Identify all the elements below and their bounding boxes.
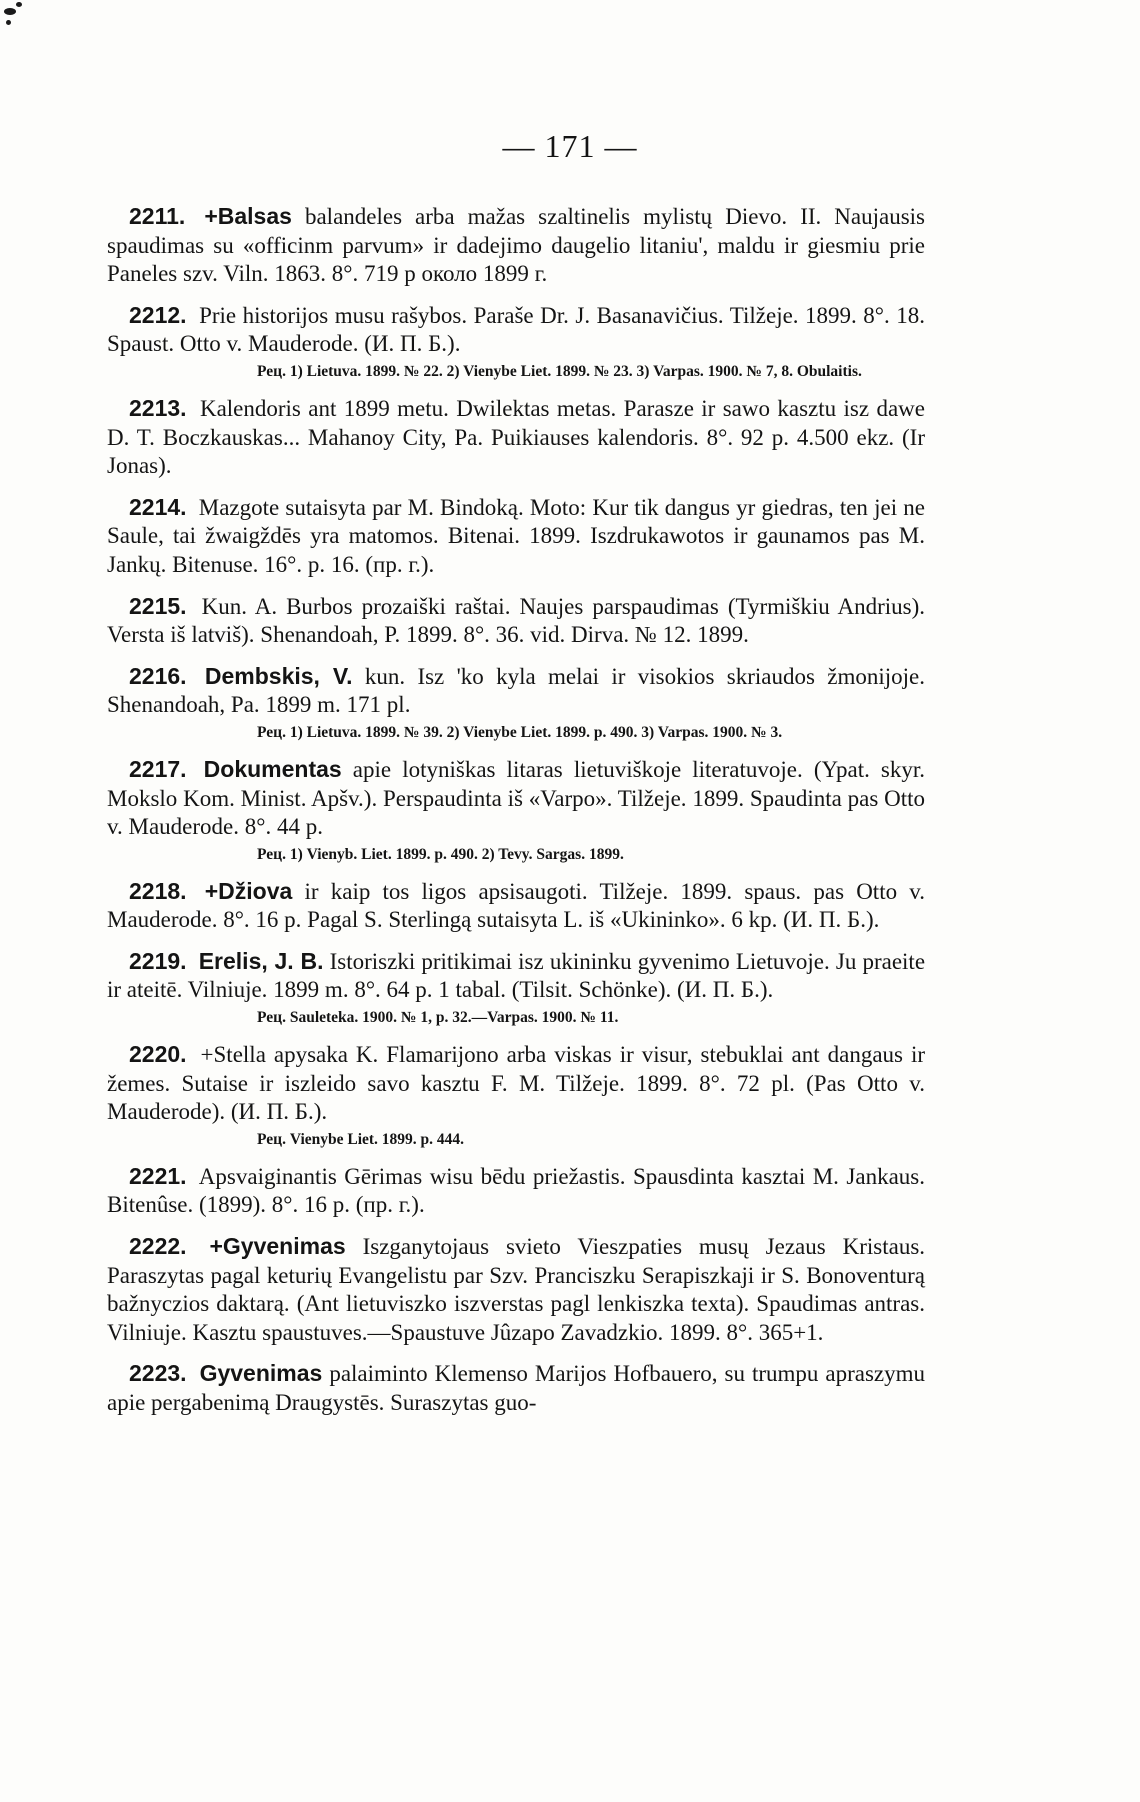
bibliography-entry [107,877,925,935]
entry-number: 2212. [129,301,187,328]
entry-text: Prie historijos musu rašybos. Paraše Dr. J. Basanavičius. Tilžeje. 1899. 8°. 18. Spaust. Otto v. Mauderode. (И. П. Б.). [107,302,925,357]
entry-lead: Dokumentas [203,755,342,782]
entry-number: 2211. [129,203,186,229]
entry-number: 2215. [129,592,187,619]
entry-lead: +Balsas [204,203,292,229]
bibliography-entry [107,202,925,289]
entry-text: ir kaip tos ligos apsisaugoti. Tilžeje. 1899. spaus. pas Otto v. Mauderode. 8°. 16 p. Pagal S. Sterlingą sutaisyta L. iš «Ukininko». 6 kp. (И. П. Б.). [107,878,926,933]
entry-text: Mazgote sutaisyta par M. Bindoką. Moto: Kur tik dangus yr giedras, ten jei ne Saule, tai žwaigždēs yra matomos. Bitenai. 1899. Iszdrukawotos ir gaunamos pas M. Jankų. Bitenuse. 16°. p. 16. (пр. г.). [107,494,926,577]
entry-lead: Dembskis, V. [204,662,353,689]
bibliography-entry [107,1232,925,1347]
bibliography-entry [107,394,925,481]
entry-number: 2218. [129,877,187,904]
entry-number: 2223. [129,1360,187,1387]
review-note: Рец. 1) Lietuva. 1899. № 22. 2) Vienybe Liet. 1899. № 23. 3) Varpas. 1900. № 7, 8. Obulaitis. [257,362,862,380]
print-speck [6,20,11,25]
entry-text: Apsvaiginantis Gērimas wisu bēdu priežastis. Spausdinta kasztai M. Jankaus. Bitenûse. (1899). 8°. 16 p. (пр. г.). [107,1163,925,1218]
entry-lead: +Gyvenimas [209,1233,346,1260]
entry-number: 2221. [129,1162,187,1189]
entry-text: kun. Isz 'ko kyla melai ir visokios skriaudos žmonijoje. Shenandoah, Pa. 1899 m. 171 pl. [107,663,925,718]
bibliography-entry [107,1040,925,1150]
print-speck [16,2,22,7]
bibliography-entry [107,493,925,580]
entry-text: Iszganytojaus svieto Vieszpaties musų Jezaus Kristaus. Paraszytas pagal keturių Evangelistu par Szv. Pranciszku Serapiszkaji ir S. Bonoventurą bažnyczios daktarą. (Ant lietuviszko iszverstas pagl lenkiszka texta). Spaudimas antras. Vilniuje. Kasztu spaustuves.—Spaustuve Jûzapo Zavadzkio. 1899. 8°. 365+1. [107,1234,926,1345]
entry-text: balandeles arba mažas szaltinelis mylistų Dievo. II. Naujausis spaudimas su «officinm parvum» ir dadejimo daugelio litaniu', maldu ir giesmiu prie Paneles szv. Viln. 1863. 8°. 719 p около 1899 г. [107,204,925,287]
entry-number: 2217. [129,755,187,782]
bibliography-entry [107,301,925,382]
entry-lead: Erelis, J. B. [198,947,324,974]
bibliography-entry [107,755,925,865]
page-number: — 171 — [502,128,638,164]
entry-number: 2220. [129,1041,187,1068]
entry-number: 2214. [129,493,187,520]
entry-number: 2213. [129,394,187,421]
entry-number: 2216. [129,662,187,689]
bibliography-entry [107,1359,925,1417]
review-note: Рец. 1) Lietuva. 1899. № 39. 2) Vienybe Liet. 1899. p. 490. 3) Varpas. 1900. № 3. [257,723,783,741]
review-note: Рец. 1) Vienyb. Liet. 1899. p. 490. 2) Tevy. Sargas. 1899. [257,845,624,863]
bibliography-list [107,202,925,1430]
entry-text: Kalendoris ant 1899 metu. Dwilektas metas. Parasze ir sawo kasztu isz dawe D. T. Boczkauskas... Mahanoy City, Pa. Puikiauses kalendoris. 8°. 92 p. 4.500 ekz. (Ir Jonas). [107,395,925,479]
bibliography-entry [107,662,925,743]
entry-text: apie lotyniškas litaras lietuviškoje literatuvoje. (Ypat. skyr. Mokslo Kom. Minist. Apšv.). Perspaudinta iš «Varpo». Tilžeje. 1899. Spaudinta pas Otto v. Mauderode. 8°. 44 p. [107,756,926,840]
bibliography-entry [107,1162,925,1220]
entry-text: +Stella apysaka K. Flamarijono arba viskas ir visur, stebuklai ant dangaus ir žemes. Sutaise ir iszleido savo kasztu F. M. Tilžeje. 1899. 8°. 72 pl. (Pas Otto v. Mauderode). (И. П. Б.). [107,1042,925,1125]
entry-lead: Gyvenimas [199,1360,323,1387]
entry-number: 2219. [129,947,187,974]
entry-lead: +Džiova [204,877,293,904]
entry-text: palaiminto Klemenso Marijos Hofbauero, su trumpu apraszymu apie pergabenimą Draugystēs. Suraszytas guo- [107,1361,926,1415]
entry-text: Kun. A. Burbos prozaiški raštai. Naujes parspaudimas (Tyrmiškiu Andrius). Versta iš latviš). Shenandoah, P. 1899. 8°. 36. vid. Dirva. № 12. 1899. [107,593,926,648]
bibliography-entry [107,947,925,1028]
review-note: Рец. Sauleteka. 1900. № 1, p. 32.—Varpas. 1900. № 11. [257,1009,619,1027]
entry-text: Istoriszki pritikimai isz ukininku gyvenimo Lietuvoje. Ju praeite ir ateitē. Vilniuje. 1899 m. 8°. 64 p. 1 tabal. (Tilsit. Schönke). (И. П. Б.). [107,948,926,1003]
review-note: Рец. Vienybe Liet. 1899. p. 444. [257,1130,465,1148]
bibliography-entry [107,592,925,650]
entry-number: 2222. [129,1233,187,1260]
print-speck [4,8,16,15]
